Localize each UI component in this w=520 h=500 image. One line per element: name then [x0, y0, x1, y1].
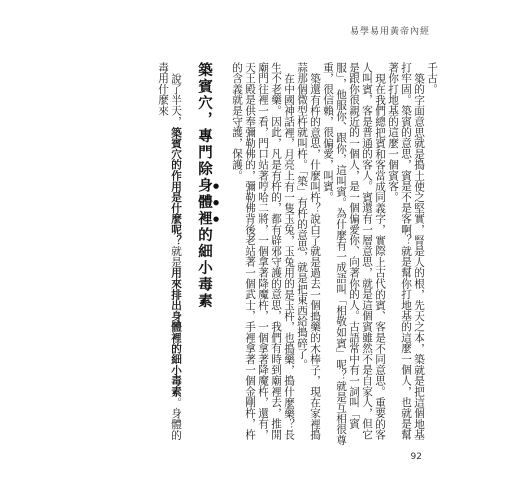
paragraph: 在中國神話裡，月亮上有一隻玉兔，玉兔用的是玉杵，也搗藥，搗什麼藥？長生不老藥。因此，凡是有杵的，都有辟邪守護的意思，我們有時到廟裡去，推開廟門往裡一看，門口站著哼哈二將，一個拿著降魔杵，一個拿著降魔杵，還有，天王殿是供奉彌勒佛的，彌勒佛背後老站著一個武士，手裡拿著一個金剛杵，杵的含義就是守護，保護。: [231, 62, 295, 440]
section-heading-part: 的細小毒素: [196, 227, 212, 310]
closing-bold-text: 築賓穴的作用是什麼呢？: [170, 126, 182, 246]
paragraph: 現在我們總把賓和客當成同義字，實際上古代的賓、客是不同意思。重要的客人叫賓，客是普通的客人。賓還有一層意思，就是這個賓雖然不是自家人，但它是跟你很親近的一個人，是一個偏愛你、向著你的人。古語常中有一詞叫「賓服」，他服你、跟你，這叫賓。為什麼有一成語叫「相敬如賓」呢？就是互相很尊重，很信賴，很偏愛，叫賓。: [322, 62, 386, 446]
closing-text: 就是: [170, 245, 182, 268]
closing-text: 。身體的毒用什麼來: [157, 62, 182, 440]
paragraph: 築的字面意思就是搗土使之堅實，腎是人的根，先天之本，築就是把這個地基打牢固。築賓的意思，賓是不是客啊？就是幫你打地基的這麼一個人，也就是幫著你打地基的這麼一個賓客。: [387, 62, 425, 440]
section-heading-emphasis: 身體裡: [196, 177, 212, 227]
page-number: 92: [410, 452, 422, 462]
paragraph: 千古。: [426, 62, 438, 95]
section-heading: [194, 62, 220, 448]
running-header: 易學易用黃帝內經: [349, 27, 430, 37]
closing-bold-text: 用來排出身體裡的細小毒素: [170, 267, 182, 397]
section-heading-part: 築賓穴，專門除: [196, 62, 212, 178]
body-text: [88, 62, 438, 448]
paragraph: 築還有杵的意思，什麼叫杵？說白了就是過去一個搗藥的木棒子，現在家裡搗蒜那個微型杵就叫杵。「築」有杵的意思，就是把東西給搗碎了。: [296, 62, 321, 440]
closing-paragraph: [156, 62, 182, 448]
closing-text: 說了半天，: [170, 72, 182, 127]
